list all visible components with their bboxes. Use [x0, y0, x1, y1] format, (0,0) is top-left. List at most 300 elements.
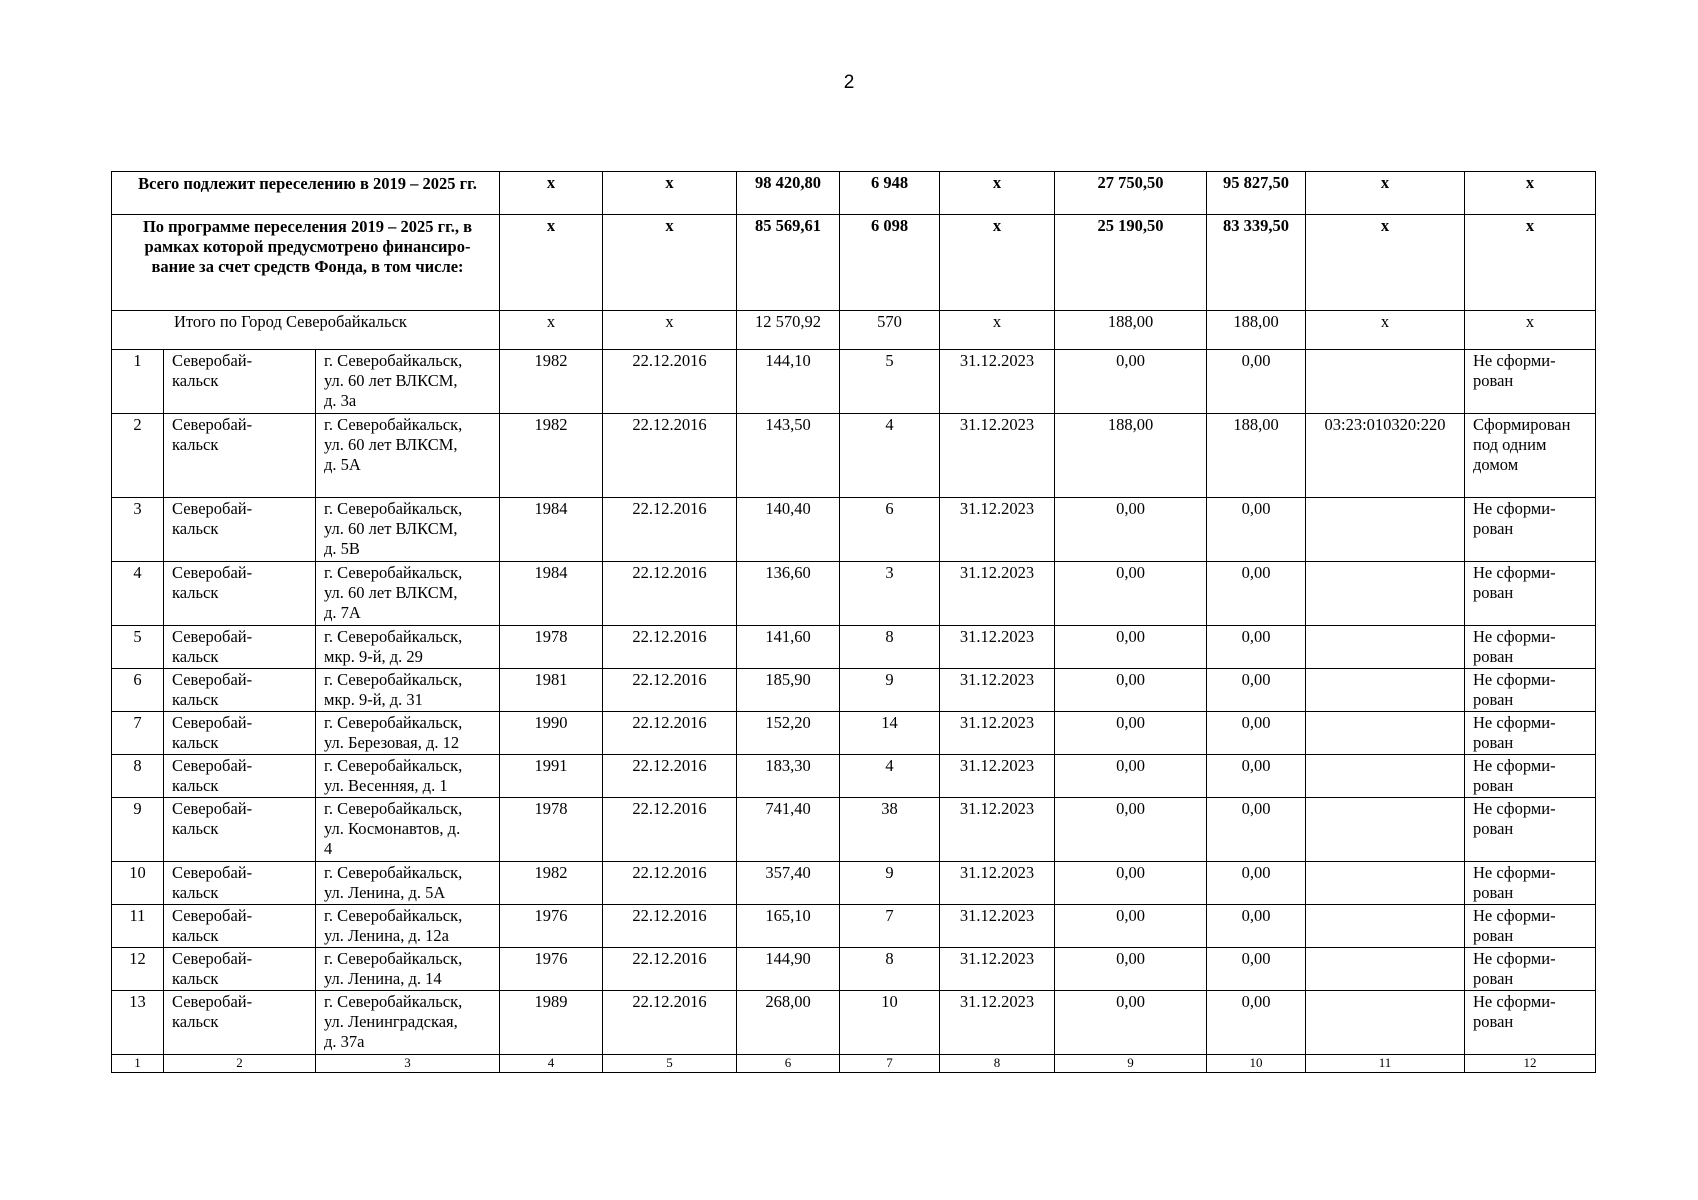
- address: [316, 905, 500, 948]
- value-col-9: 0,00: [1055, 905, 1207, 948]
- area: 136,60: [737, 562, 840, 626]
- municipality: [164, 712, 316, 755]
- table-row: [112, 626, 1596, 669]
- address-line: г. Северобайкальск,: [324, 563, 463, 582]
- total-row-all: [112, 172, 1596, 215]
- cell: x: [940, 215, 1055, 311]
- value-col-9: 0,00: [1055, 991, 1207, 1055]
- municipality-line: Северобай-: [172, 906, 253, 925]
- value-col-9: 0,00: [1055, 669, 1207, 712]
- resettlement-deadline: 31.12.2023: [940, 626, 1055, 669]
- build-year: 1984: [500, 562, 603, 626]
- address-line: г. Северобайкальск,: [324, 627, 463, 646]
- cell: 83 339,50: [1207, 215, 1306, 311]
- municipality-line: Северобай-: [172, 799, 253, 818]
- cell: 188,00: [1055, 311, 1207, 350]
- status-line: рован: [1473, 733, 1514, 752]
- cadastral-number: [1306, 948, 1465, 991]
- address-line: ул. Ленинградская,: [324, 1012, 458, 1031]
- value-col-9: 188,00: [1055, 414, 1207, 498]
- table-row: [112, 712, 1596, 755]
- recognition-date: 22.12.2016: [603, 350, 737, 414]
- build-year: 1981: [500, 669, 603, 712]
- status: [1465, 905, 1596, 948]
- cadastral-number: [1306, 350, 1465, 414]
- cadastral-number: [1306, 905, 1465, 948]
- cadastral-number: [1306, 862, 1465, 905]
- table-row: [112, 498, 1596, 562]
- status-line: Не сформи-: [1473, 799, 1556, 818]
- status-line: под одним: [1473, 435, 1547, 454]
- recognition-date: 22.12.2016: [603, 669, 737, 712]
- column-number-row: [112, 1055, 1596, 1073]
- municipality-line: кальск: [172, 519, 219, 538]
- status-line: Не сформи-: [1473, 499, 1556, 518]
- residents: 4: [840, 755, 940, 798]
- status-line: Сформирован: [1473, 415, 1571, 434]
- column-number: 4: [500, 1055, 603, 1073]
- build-year: 1978: [500, 798, 603, 862]
- address-line: ул. 60 лет ВЛКСМ,: [324, 435, 458, 454]
- status-line: рован: [1473, 647, 1514, 666]
- resettlement-deadline: 31.12.2023: [940, 991, 1055, 1055]
- cadastral-number: [1306, 712, 1465, 755]
- area: 141,60: [737, 626, 840, 669]
- cadastral-number: 03:23:010320:220: [1306, 414, 1465, 498]
- municipality: [164, 414, 316, 498]
- recognition-date: 22.12.2016: [603, 991, 737, 1055]
- recognition-date: 22.12.2016: [603, 798, 737, 862]
- address-line: ул. Ленина, д. 5А: [324, 883, 446, 902]
- address: [316, 669, 500, 712]
- cell: 95 827,50: [1207, 172, 1306, 215]
- cadastral-number: [1306, 991, 1465, 1055]
- municipality-line: кальск: [172, 969, 219, 988]
- status: [1465, 712, 1596, 755]
- municipality-line: кальск: [172, 883, 219, 902]
- residents: 8: [840, 948, 940, 991]
- municipality: [164, 350, 316, 414]
- status-line: рован: [1473, 583, 1514, 602]
- municipality-line: Северобай-: [172, 670, 253, 689]
- value-col-9: 0,00: [1055, 798, 1207, 862]
- resettlement-deadline: 31.12.2023: [940, 862, 1055, 905]
- address: [316, 991, 500, 1055]
- resettlement-deadline: 31.12.2023: [940, 905, 1055, 948]
- build-year: 1982: [500, 350, 603, 414]
- municipality-line: кальск: [172, 1012, 219, 1031]
- column-number: 3: [316, 1055, 500, 1073]
- cell: x: [500, 311, 603, 350]
- table-row: [112, 905, 1596, 948]
- status-line: Не сформи-: [1473, 906, 1556, 925]
- residents: 4: [840, 414, 940, 498]
- address-line: д. 37а: [324, 1032, 365, 1051]
- municipality: [164, 755, 316, 798]
- address-line: г. Северобайкальск,: [324, 906, 463, 925]
- status-line: домом: [1473, 455, 1519, 474]
- cell: x: [1465, 215, 1596, 311]
- resettlement-deadline: 31.12.2023: [940, 755, 1055, 798]
- column-number: 11: [1306, 1055, 1465, 1073]
- row-number: 5: [112, 626, 164, 669]
- build-year: 1978: [500, 626, 603, 669]
- cell: 25 190,50: [1055, 215, 1207, 311]
- table-row: [112, 562, 1596, 626]
- address: [316, 948, 500, 991]
- column-number: 10: [1207, 1055, 1306, 1073]
- recognition-date: 22.12.2016: [603, 498, 737, 562]
- status-line: Не сформи-: [1473, 563, 1556, 582]
- area: 140,40: [737, 498, 840, 562]
- municipality-line: Северобай-: [172, 949, 253, 968]
- area: 357,40: [737, 862, 840, 905]
- cell: x: [603, 215, 737, 311]
- value-col-10: 0,00: [1207, 562, 1306, 626]
- status-line: Не сформи-: [1473, 756, 1556, 775]
- recognition-date: 22.12.2016: [603, 905, 737, 948]
- status-line: Не сформи-: [1473, 627, 1556, 646]
- build-year: 1976: [500, 948, 603, 991]
- cell: x: [603, 172, 737, 215]
- resettlement-deadline: 31.12.2023: [940, 562, 1055, 626]
- cell: 27 750,50: [1055, 172, 1207, 215]
- row-number: 10: [112, 862, 164, 905]
- address-line: мкр. 9-й, д. 31: [324, 690, 423, 709]
- column-number: 2: [164, 1055, 316, 1073]
- value-col-9: 0,00: [1055, 626, 1207, 669]
- subtotal-label: Итого по Город Северобайкальск: [112, 311, 500, 350]
- status-line: рован: [1473, 776, 1514, 795]
- residents: 9: [840, 862, 940, 905]
- value-col-10: 0,00: [1207, 712, 1306, 755]
- value-col-10: 0,00: [1207, 669, 1306, 712]
- status: [1465, 755, 1596, 798]
- cadastral-number: [1306, 562, 1465, 626]
- municipality-line: Северобай-: [172, 415, 253, 434]
- status: [1465, 991, 1596, 1055]
- municipality-line: Северобай-: [172, 713, 253, 732]
- cell: 570: [840, 311, 940, 350]
- address-line: 4: [324, 839, 333, 858]
- resettlement-deadline: 31.12.2023: [940, 350, 1055, 414]
- municipality: [164, 991, 316, 1055]
- cell: x: [1465, 311, 1596, 350]
- area: 143,50: [737, 414, 840, 498]
- municipality: [164, 905, 316, 948]
- table-row: [112, 414, 1596, 498]
- column-number: 8: [940, 1055, 1055, 1073]
- residents: 6: [840, 498, 940, 562]
- table-row: [112, 755, 1596, 798]
- total-row-fund: [112, 215, 1596, 311]
- area: 741,40: [737, 798, 840, 862]
- resettlement-deadline: 31.12.2023: [940, 948, 1055, 991]
- residents: 7: [840, 905, 940, 948]
- cell: x: [603, 311, 737, 350]
- residents: 38: [840, 798, 940, 862]
- build-year: 1982: [500, 862, 603, 905]
- recognition-date: 22.12.2016: [603, 712, 737, 755]
- value-col-9: 0,00: [1055, 712, 1207, 755]
- resettlement-table: [111, 171, 1596, 1073]
- table-row: [112, 350, 1596, 414]
- status-line: Не сформи-: [1473, 670, 1556, 689]
- row-number: 3: [112, 498, 164, 562]
- cadastral-number: [1306, 626, 1465, 669]
- value-col-10: 188,00: [1207, 414, 1306, 498]
- value-col-9: 0,00: [1055, 862, 1207, 905]
- area: 185,90: [737, 669, 840, 712]
- resettlement-deadline: 31.12.2023: [940, 498, 1055, 562]
- table-row: [112, 798, 1596, 862]
- residents: 10: [840, 991, 940, 1055]
- municipality-line: Северобай-: [172, 499, 253, 518]
- residents: 8: [840, 626, 940, 669]
- table-row: [112, 991, 1596, 1055]
- resettlement-deadline: 31.12.2023: [940, 669, 1055, 712]
- cell: x: [1306, 215, 1465, 311]
- cell: 6 948: [840, 172, 940, 215]
- cell: 6 098: [840, 215, 940, 311]
- value-col-10: 0,00: [1207, 905, 1306, 948]
- area: 165,10: [737, 905, 840, 948]
- value-col-10: 0,00: [1207, 498, 1306, 562]
- value-col-9: 0,00: [1055, 498, 1207, 562]
- cadastral-number: [1306, 798, 1465, 862]
- cell: x: [940, 311, 1055, 350]
- build-year: 1976: [500, 905, 603, 948]
- build-year: 1989: [500, 991, 603, 1055]
- cell: x: [1306, 172, 1465, 215]
- municipality-line: кальск: [172, 435, 219, 454]
- row-number: 7: [112, 712, 164, 755]
- resettlement-deadline: 31.12.2023: [940, 798, 1055, 862]
- build-year: 1982: [500, 414, 603, 498]
- municipality-line: Северобай-: [172, 756, 253, 775]
- municipality: [164, 798, 316, 862]
- residents: 5: [840, 350, 940, 414]
- cell: x: [1306, 311, 1465, 350]
- municipality-line: Северобай-: [172, 863, 253, 882]
- address: [316, 798, 500, 862]
- status-line: рован: [1473, 883, 1514, 902]
- table-row: [112, 669, 1596, 712]
- cell: 188,00: [1207, 311, 1306, 350]
- status-line: рован: [1473, 926, 1514, 945]
- column-number: 1: [112, 1055, 164, 1073]
- column-number: 12: [1465, 1055, 1596, 1073]
- municipality-line: Северобай-: [172, 992, 253, 1011]
- value-col-10: 0,00: [1207, 755, 1306, 798]
- address: [316, 862, 500, 905]
- table-row: [112, 862, 1596, 905]
- status-line: рован: [1473, 519, 1514, 538]
- residents: 3: [840, 562, 940, 626]
- residents: 14: [840, 712, 940, 755]
- status: [1465, 498, 1596, 562]
- municipality-line: Северобай-: [172, 563, 253, 582]
- address-line: д. 3а: [324, 391, 357, 410]
- status-line: рован: [1473, 819, 1514, 838]
- column-number: 7: [840, 1055, 940, 1073]
- status-line: Не сформи-: [1473, 949, 1556, 968]
- municipality-line: кальск: [172, 690, 219, 709]
- municipality-line: кальск: [172, 371, 219, 390]
- table-row: [112, 948, 1596, 991]
- residents: 9: [840, 669, 940, 712]
- status: [1465, 350, 1596, 414]
- municipality: [164, 562, 316, 626]
- municipality: [164, 498, 316, 562]
- status: [1465, 414, 1596, 498]
- address-line: ул. Ленина, д. 12а: [324, 926, 449, 945]
- address-line: г. Северобайкальск,: [324, 799, 463, 818]
- address-line: г. Северобайкальск,: [324, 713, 463, 732]
- address: [316, 626, 500, 669]
- recognition-date: 22.12.2016: [603, 414, 737, 498]
- value-col-10: 0,00: [1207, 798, 1306, 862]
- page-number: 2: [843, 72, 855, 93]
- row-number: 2: [112, 414, 164, 498]
- area: 144,10: [737, 350, 840, 414]
- municipality-line: кальск: [172, 733, 219, 752]
- address-line: ул. 60 лет ВЛКСМ,: [324, 583, 458, 602]
- value-col-9: 0,00: [1055, 755, 1207, 798]
- address-line: мкр. 9-й, д. 29: [324, 647, 423, 666]
- value-col-10: 0,00: [1207, 948, 1306, 991]
- address-line: г. Северобайкальск,: [324, 351, 463, 370]
- municipality: [164, 669, 316, 712]
- address-line: д. 5В: [324, 539, 360, 558]
- address: [316, 498, 500, 562]
- status-line: рован: [1473, 969, 1514, 988]
- value-col-10: 0,00: [1207, 862, 1306, 905]
- area: 268,00: [737, 991, 840, 1055]
- resettlement-deadline: 31.12.2023: [940, 712, 1055, 755]
- address-line: д. 7А: [324, 603, 361, 622]
- value-col-10: 0,00: [1207, 991, 1306, 1055]
- cell: 85 569,61: [737, 215, 840, 311]
- status-line: рован: [1473, 690, 1514, 709]
- municipality-line: кальск: [172, 776, 219, 795]
- resettlement-deadline: 31.12.2023: [940, 414, 1055, 498]
- status-line: рован: [1473, 1012, 1514, 1031]
- address-line: г. Северобайкальск,: [324, 756, 463, 775]
- subtotal-row: [112, 311, 1596, 350]
- row-number: 13: [112, 991, 164, 1055]
- cell: x: [1465, 172, 1596, 215]
- column-number: 9: [1055, 1055, 1207, 1073]
- value-col-10: 0,00: [1207, 626, 1306, 669]
- cell: x: [500, 215, 603, 311]
- address-line: г. Северобайкальск,: [324, 499, 463, 518]
- build-year: 1991: [500, 755, 603, 798]
- recognition-date: 22.12.2016: [603, 755, 737, 798]
- build-year: 1984: [500, 498, 603, 562]
- area: 144,90: [737, 948, 840, 991]
- municipality-line: кальск: [172, 926, 219, 945]
- status: [1465, 626, 1596, 669]
- status: [1465, 798, 1596, 862]
- status-line: Не сформи-: [1473, 713, 1556, 732]
- recognition-date: 22.12.2016: [603, 562, 737, 626]
- column-number: 6: [737, 1055, 840, 1073]
- column-number: 5: [603, 1055, 737, 1073]
- value-col-10: 0,00: [1207, 350, 1306, 414]
- row-number: 11: [112, 905, 164, 948]
- status: [1465, 562, 1596, 626]
- address-line: ул. Ленина, д. 14: [324, 969, 442, 988]
- status-line: Не сформи-: [1473, 992, 1556, 1011]
- total-label: Всего подлежит переселению в 2019 – 2025 гг.: [112, 172, 500, 215]
- address-line: ул. Березовая, д. 12: [324, 733, 460, 752]
- cell: x: [500, 172, 603, 215]
- address-line: д. 5А: [324, 455, 361, 474]
- value-col-9: 0,00: [1055, 562, 1207, 626]
- row-number: 6: [112, 669, 164, 712]
- address-line: ул. 60 лет ВЛКСМ,: [324, 371, 458, 390]
- status: [1465, 862, 1596, 905]
- address-line: ул. 60 лет ВЛКСМ,: [324, 519, 458, 538]
- value-col-9: 0,00: [1055, 948, 1207, 991]
- status-line: Не сформи-: [1473, 351, 1556, 370]
- row-number: 12: [112, 948, 164, 991]
- municipality-line: Северобай-: [172, 627, 253, 646]
- municipality: [164, 948, 316, 991]
- area: 152,20: [737, 712, 840, 755]
- address-line: г. Северобайкальск,: [324, 863, 463, 882]
- area: 183,30: [737, 755, 840, 798]
- address-line: г. Северобайкальск,: [324, 670, 463, 689]
- cadastral-number: [1306, 669, 1465, 712]
- row-number: 1: [112, 350, 164, 414]
- address: [316, 350, 500, 414]
- address-line: г. Северобайкальск,: [324, 992, 463, 1011]
- address-line: ул. Весенняя, д. 1: [324, 776, 448, 795]
- municipality: [164, 626, 316, 669]
- status-line: Не сформи-: [1473, 863, 1556, 882]
- address-line: г. Северобайкальск,: [324, 415, 463, 434]
- municipality-line: Северобай-: [172, 351, 253, 370]
- recognition-date: 22.12.2016: [603, 626, 737, 669]
- row-number: 9: [112, 798, 164, 862]
- address: [316, 712, 500, 755]
- row-number: 4: [112, 562, 164, 626]
- total-label: По программе переселения 2019 – 2025 гг., в рамках которой предусмотрено финансиро-вание за счет средств Фонда, в том числе:: [112, 215, 500, 311]
- municipality-line: кальск: [172, 647, 219, 666]
- municipality-line: кальск: [172, 819, 219, 838]
- municipality: [164, 862, 316, 905]
- address: [316, 562, 500, 626]
- cadastral-number: [1306, 755, 1465, 798]
- address-line: ул. Космонавтов, д.: [324, 819, 461, 838]
- address: [316, 755, 500, 798]
- status: [1465, 948, 1596, 991]
- address-line: г. Северобайкальск,: [324, 949, 463, 968]
- recognition-date: 22.12.2016: [603, 948, 737, 991]
- cadastral-number: [1306, 498, 1465, 562]
- status: [1465, 669, 1596, 712]
- address: [316, 414, 500, 498]
- municipality-line: кальск: [172, 583, 219, 602]
- row-number: 8: [112, 755, 164, 798]
- cell: 98 420,80: [737, 172, 840, 215]
- build-year: 1990: [500, 712, 603, 755]
- value-col-9: 0,00: [1055, 350, 1207, 414]
- cell: 12 570,92: [737, 311, 840, 350]
- recognition-date: 22.12.2016: [603, 862, 737, 905]
